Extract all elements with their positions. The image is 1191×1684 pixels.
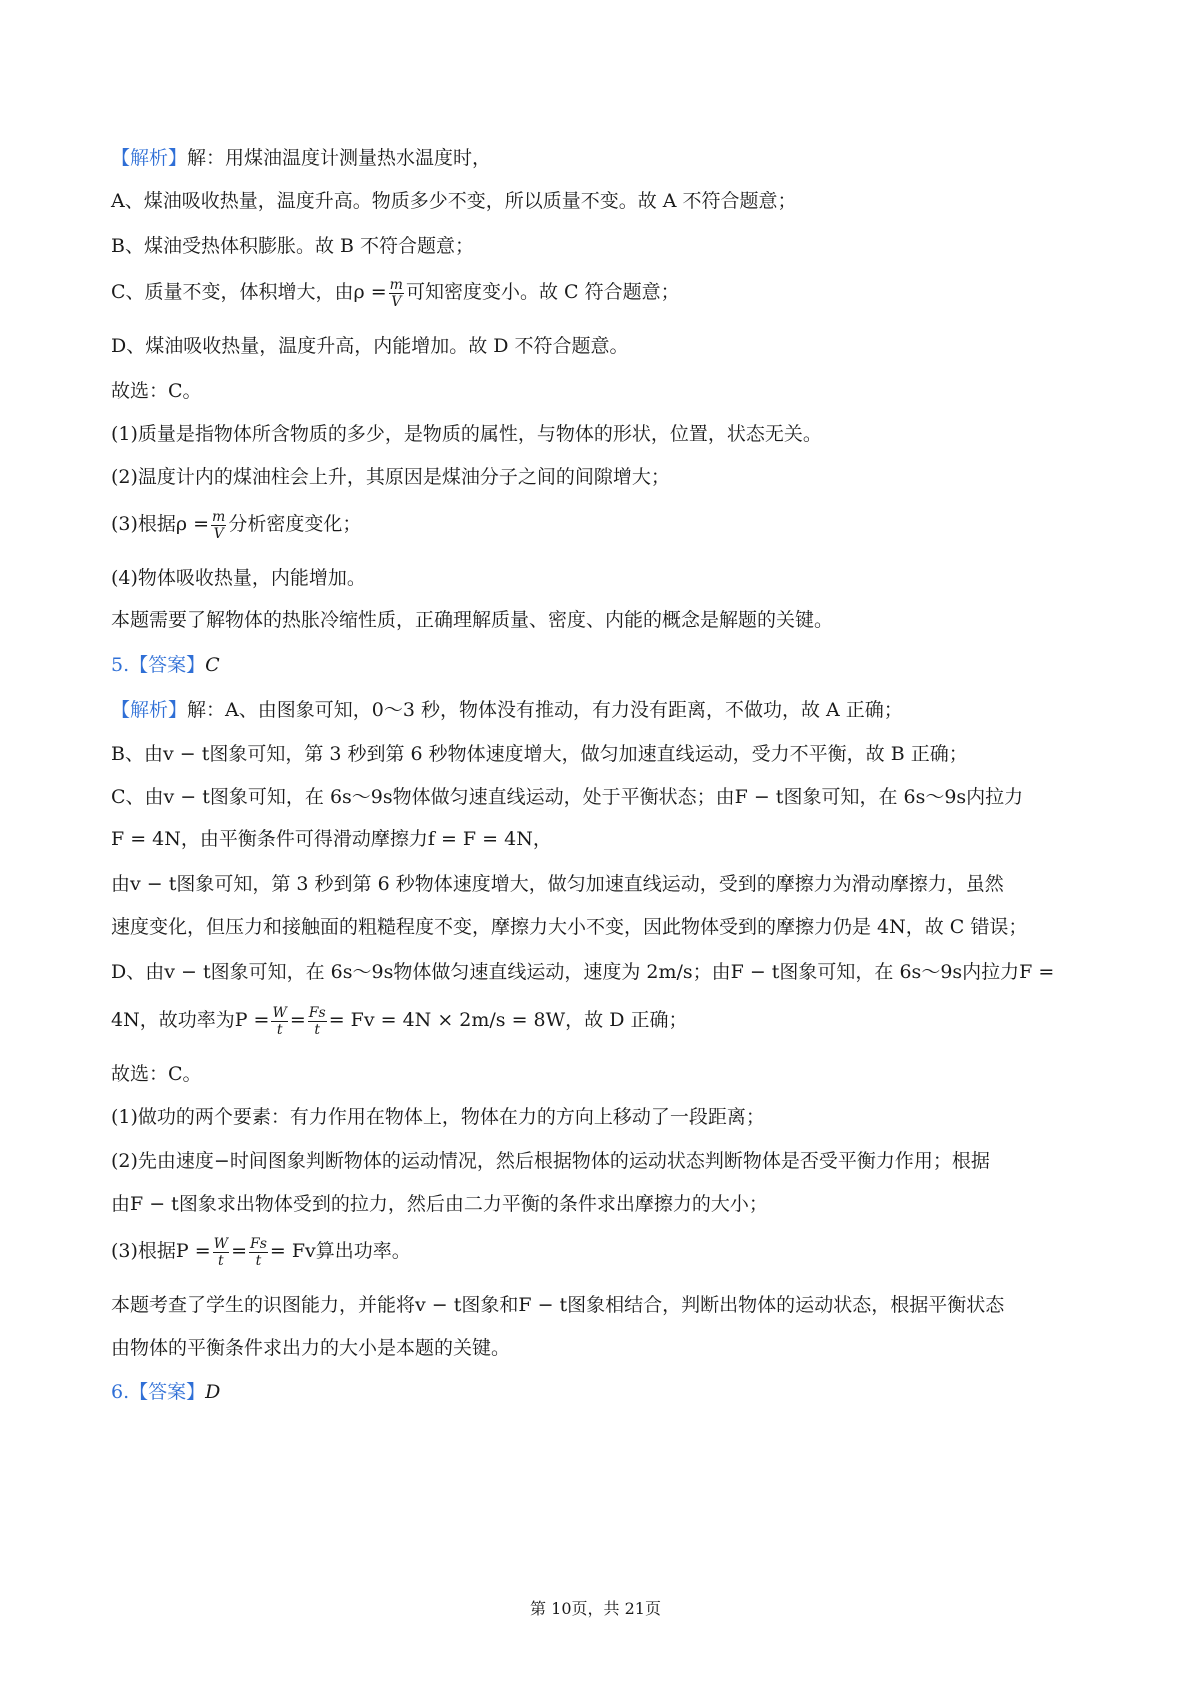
summary-line: 本题需要了解物体的热胀冷缩性质，正确理解质量、密度、内能的概念是解题的关键。 bbox=[111, 609, 834, 631]
fraction bbox=[249, 1237, 268, 1268]
option-c-line bbox=[111, 277, 1101, 309]
text-segment: 可知密度变小。故 C 符合题意； bbox=[405, 281, 680, 303]
text-line: F = 4N，由平衡条件可得滑动摩擦力f = F = 4N， bbox=[111, 828, 552, 850]
answer-value: C bbox=[205, 654, 220, 676]
text-segment: (3)根据P = bbox=[111, 1240, 211, 1262]
text-segment: (3)根据ρ = bbox=[111, 513, 210, 535]
note-line: 由F − t图象求出物体受到的拉力，然后由二力平衡的条件求出摩擦力的大小； bbox=[111, 1193, 768, 1215]
fraction bbox=[271, 1006, 287, 1037]
text-segment: C、质量不变，体积增大，由ρ = bbox=[111, 281, 387, 303]
denominator: V bbox=[391, 293, 402, 310]
answer-value: D bbox=[205, 1381, 221, 1403]
denominator: t bbox=[255, 1252, 262, 1269]
analysis-tag: 【解析】 bbox=[111, 147, 188, 169]
summary-line: 由物体的平衡条件求出力的大小是本题的关键。 bbox=[111, 1337, 511, 1359]
analysis-text: 解：用煤油温度计测量热水温度时， bbox=[187, 147, 492, 169]
power-formula-line bbox=[111, 1005, 1101, 1037]
note-line: (1)做功的两个要素：有力作用在物体上，物体在力的方向上移动了一段距离； bbox=[111, 1106, 765, 1128]
fraction bbox=[213, 1237, 229, 1268]
fraction bbox=[308, 1006, 327, 1037]
option-b-line: B、煤油受热体积膨胀。故 B 不符合题意； bbox=[111, 235, 475, 257]
text-segment: 4N，故功率为P = bbox=[111, 1009, 270, 1031]
text-line: C、由v − t图象可知，在 6s～9s物体做匀速直线运动，处于平衡状态；由F − t图象可知，在 6s～9s内拉力 bbox=[111, 786, 1024, 808]
numerator: m bbox=[389, 276, 403, 293]
text-line: 速度变化，但压力和接触面的粗糙程度不变，摩擦力大小不变，因此物体受到的摩擦力仍是 4N，故 C 错误； bbox=[111, 916, 1028, 938]
numerator: Fs bbox=[249, 1235, 267, 1252]
analysis-tag: 【解析】 bbox=[111, 699, 188, 721]
analysis-line bbox=[111, 695, 1101, 725]
text-segment: = Fv算出功率。 bbox=[269, 1240, 411, 1262]
note-line: (2)温度计内的煤油柱会上升，其原因是煤油分子之间的间隙增大； bbox=[111, 466, 670, 488]
question-6-answer bbox=[111, 1377, 1101, 1407]
denominator: t bbox=[218, 1252, 224, 1269]
numerator: W bbox=[272, 1004, 287, 1021]
equals-sign: = bbox=[231, 1240, 247, 1262]
numerator: m bbox=[212, 508, 226, 525]
fraction bbox=[389, 278, 404, 309]
summary-line: 本题考查了学生的识图能力，并能将v − t图象和F − t图象相结合，判断出物体的运动状态，根据平衡状态 bbox=[111, 1294, 1005, 1316]
page-number-footer: 第 10页，共 21页 bbox=[530, 1599, 661, 1618]
note-line: (1)质量是指物体所含物质的多少，是物质的属性，与物体的形状，位置，状态无关。 bbox=[111, 423, 822, 445]
answer-choice-line: 故选：C。 bbox=[111, 380, 202, 402]
text-segment: 分析密度变化； bbox=[228, 513, 362, 535]
answer-choice-line: 故选：C。 bbox=[111, 1063, 202, 1085]
option-a-line: A、煤油吸收热量，温度升高。物质多少不变，所以质量不变。故 A 不符合题意； bbox=[111, 190, 797, 212]
note-line bbox=[111, 509, 1101, 541]
analysis-line bbox=[111, 143, 1101, 173]
question-5-answer bbox=[111, 650, 1101, 680]
note-line bbox=[111, 1236, 1101, 1268]
text-line: D、由v − t图象可知，在 6s～9s物体做匀速直线运动，速度为 2m/s；由F − t图象可知，在 6s～9s内拉力F = bbox=[111, 961, 1055, 983]
analysis-text: 解：A、由图象可知，0～3 秒，物体没有推动，有力没有距离，不做功，故 A 正确； bbox=[187, 699, 903, 721]
option-d-line: D、煤油吸收热量，温度升高，内能增加。故 D 不符合题意。 bbox=[111, 335, 629, 357]
note-line: (4)物体吸收热量，内能增加。 bbox=[111, 567, 366, 589]
text-segment: = Fv = 4N × 2m/s = 8W，故 D 正确； bbox=[328, 1009, 688, 1031]
equals-sign: = bbox=[289, 1009, 306, 1031]
answer-tag: 5.【答案】 bbox=[111, 654, 206, 676]
fraction bbox=[211, 510, 226, 541]
answer-tag: 6.【答案】 bbox=[111, 1381, 206, 1403]
denominator: t bbox=[276, 1021, 283, 1038]
denominator: t bbox=[314, 1021, 321, 1038]
note-line: (2)先由速度−时间图象判断物体的运动情况，然后根据物体的运动状态判断物体是否受平衡力作用；根据 bbox=[111, 1150, 990, 1172]
denominator: V bbox=[213, 525, 224, 542]
text-line: B、由v − t图象可知，第 3 秒到第 6 秒物体速度增大，做匀加速直线运动，受力不平衡，故 B 正确； bbox=[111, 743, 968, 765]
text-line: 由v − t图象可知，第 3 秒到第 6 秒物体速度增大，做匀加速直线运动，受到的摩擦力为滑动摩擦力，虽然 bbox=[111, 873, 1004, 895]
numerator: Fs bbox=[308, 1004, 326, 1021]
numerator: W bbox=[213, 1235, 229, 1252]
